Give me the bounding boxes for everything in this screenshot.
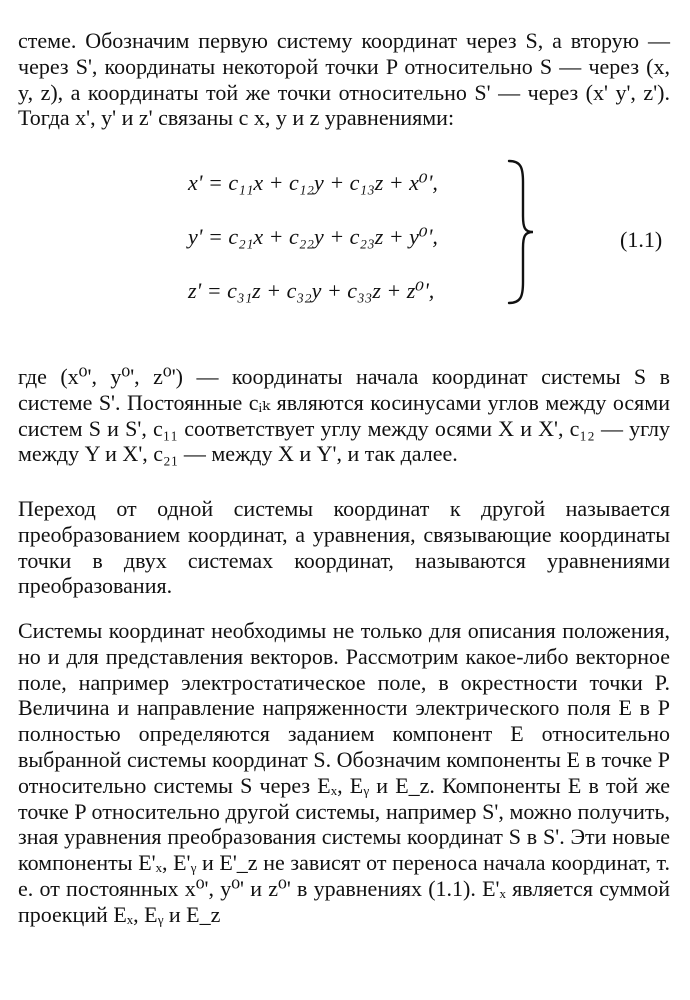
paragraph-origin-and-cosines: где (x⁰', y⁰', z⁰') — координаты начала координат системы S в системе S'. Постоянные cᵢₖ являются косинусами углов между осями систем S и S', c₁₁ соответствует углу между осями X и X', c₁₂ — углу между Y и X', c₂₁ — между X и Y', и так далее. — [18, 364, 670, 467]
paragraph-vector-components: Системы координат необходимы не только для описания положения, но и для представления векторов. Рассмотрим какое-либо векторное поле, например электростатическое поле, в окрестности точки P. Величина и направление напряженности электрического поля E в P полностью определяются заданием компонент E относительно выбранной системы координат S. Обозначим компоненты E в точке P относительно системы S через Eₓ, Eᵧ и E_z. Компоненты E в той же точке P относительно другой системы, например S', можно получить, зная уравнения преобразования системы координат S в S'. Эти новые компоненты E'ₓ, E'ᵧ и E'_z не зависят от переноса начала координат, т. е. от постоянных x⁰', y⁰' и z⁰' в уравнениях (1.1). E'ₓ является суммой проекций Eₓ, Eᵧ и E_z — [18, 618, 670, 927]
equation-y-prime: y' = c₂₁x + c₂₂y + c₂₃z + y⁰', — [188, 224, 438, 249]
equation-system-1-1 — [0, 150, 690, 310]
equation-number: (1.1) — [620, 227, 663, 252]
paragraph-transformation-definition: Переход от одной системы координат к другой называется преобразованием координат, а уравнения, связывающие координаты точки в двух системах координат, называются уравнениями преобразования. — [18, 496, 670, 599]
right-brace-icon — [505, 158, 535, 306]
paragraph-coordinates-intro: стеме. Обозначим первую систему координат через S, а вторую — через S', координаты некоторой точки P относительно S — через (x, y, z), а координаты той же точки относительно S' — через (x' y', z'). Тогда x', y' и z' связаны с x, y и z уравнениями: — [18, 28, 670, 131]
equation-z-prime: z' = c₃₁z + c₃₂y + c₃₃z + z⁰', — [188, 278, 435, 303]
equation-x-prime: x' = c₁₁x + c₁₂y + c₁₃z + x⁰', — [188, 170, 438, 195]
